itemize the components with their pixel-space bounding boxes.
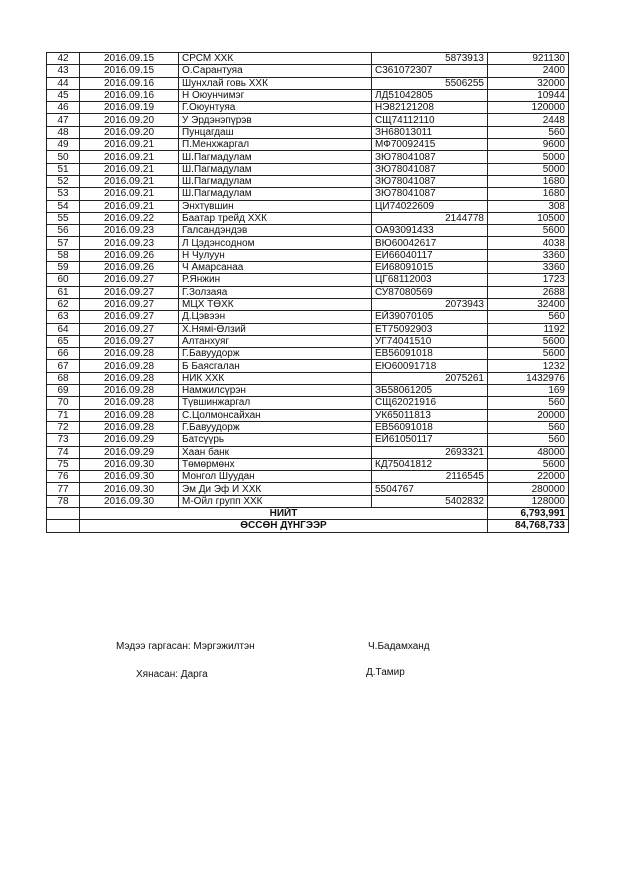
row-amount: 1232 (488, 360, 569, 372)
row-name: Г.Бавуудорж (179, 348, 372, 360)
row-name: Түвшинжаргал (179, 397, 372, 409)
row-number: 42 (47, 53, 80, 65)
row-number: 74 (47, 446, 80, 458)
row-amount: 5600 (488, 225, 569, 237)
row-date: 2016.09.30 (80, 458, 179, 470)
row-number: 58 (47, 249, 80, 261)
table-row (47, 372, 569, 384)
row-register: 5873913 (372, 53, 488, 65)
row-number: 45 (47, 89, 80, 101)
row-name: Галсандэндэв (179, 225, 372, 237)
checked-by-name: Д.Тамир (366, 667, 405, 678)
row-name: Ш.Пагмадулам (179, 188, 372, 200)
row-date: 2016.09.20 (80, 114, 179, 126)
row-number: 53 (47, 188, 80, 200)
row-amount: 308 (488, 200, 569, 212)
row-name: Г.Оюунтуяа (179, 102, 372, 114)
row-amount: 2448 (488, 114, 569, 126)
row-number: 60 (47, 274, 80, 286)
table-row (47, 65, 569, 77)
checked-by-role: Хянасан: Дарга (136, 669, 208, 680)
row-number: 62 (47, 298, 80, 310)
row-register: 5402832 (372, 495, 488, 507)
table-row (47, 151, 569, 163)
row-register: ЕИ66040117 (372, 249, 488, 261)
row-register: МФ70092415 (372, 139, 488, 151)
row-amount: 48000 (488, 446, 569, 458)
row-amount: 128000 (488, 495, 569, 507)
row-register: СЩ74112110 (372, 114, 488, 126)
table-row (47, 335, 569, 347)
row-register: ЗН68013011 (372, 126, 488, 138)
row-amount: 2400 (488, 65, 569, 77)
row-date: 2016.09.21 (80, 188, 179, 200)
row-register: ЗБ58061205 (372, 385, 488, 397)
table-row (47, 89, 569, 101)
row-register: ЦГ68112003 (372, 274, 488, 286)
row-register: ЕЮ60091718 (372, 360, 488, 372)
row-date: 2016.09.30 (80, 471, 179, 483)
row-name: Г.Золзаяа (179, 286, 372, 298)
row-number: 44 (47, 77, 80, 89)
row-register: 5504767 (372, 483, 488, 495)
row-amount: 5600 (488, 348, 569, 360)
row-name: Эм Ди Эф И ХХК (179, 483, 372, 495)
row-register: КД75041812 (372, 458, 488, 470)
table-row (47, 126, 569, 138)
row-register: ЕВ56091018 (372, 348, 488, 360)
total-value: 6,793,991 (488, 507, 569, 519)
prepared-by-role: Мэдээ гаргасан: Мэргэжилтэн (116, 641, 255, 652)
row-name: НИК ХХК (179, 372, 372, 384)
row-number: 46 (47, 102, 80, 114)
row-amount: 280000 (488, 483, 569, 495)
row-number: 48 (47, 126, 80, 138)
row-name: Л Цэдэнсодном (179, 237, 372, 249)
row-number: 69 (47, 385, 80, 397)
row-number: 43 (47, 65, 80, 77)
row-number: 61 (47, 286, 80, 298)
row-number: 68 (47, 372, 80, 384)
row-amount: 120000 (488, 102, 569, 114)
balance-row (47, 520, 569, 532)
row-number: 73 (47, 434, 80, 446)
table-row (47, 114, 569, 126)
row-number: 77 (47, 483, 80, 495)
row-register: УК65011813 (372, 409, 488, 421)
row-number: 64 (47, 323, 80, 335)
balance-label: ӨССӨН ДҮНГЭЭР (80, 520, 488, 532)
row-name: Ч Амарсанаа (179, 262, 372, 274)
row-amount: 5600 (488, 335, 569, 347)
row-register: ЦИ74022609 (372, 200, 488, 212)
row-register: 2075261 (372, 372, 488, 384)
row-date: 2016.09.23 (80, 237, 179, 249)
transactions-body (47, 53, 569, 508)
row-name: МЦХ ТӨХК (179, 298, 372, 310)
row-number: 78 (47, 495, 80, 507)
row-date: 2016.09.15 (80, 65, 179, 77)
row-date: 2016.09.27 (80, 286, 179, 298)
row-date: 2016.09.15 (80, 53, 179, 65)
row-number: 56 (47, 225, 80, 237)
table-row (47, 458, 569, 470)
row-register: С361072307 (372, 65, 488, 77)
row-date: 2016.09.28 (80, 421, 179, 433)
row-name: Баатар трейд ХХК (179, 212, 372, 224)
row-number: 59 (47, 262, 80, 274)
row-amount: 32000 (488, 77, 569, 89)
row-date: 2016.09.22 (80, 212, 179, 224)
row-date: 2016.09.27 (80, 335, 179, 347)
row-amount: 1723 (488, 274, 569, 286)
table-row (47, 298, 569, 310)
table-row (47, 262, 569, 274)
row-amount: 10944 (488, 89, 569, 101)
row-date: 2016.09.28 (80, 409, 179, 421)
row-name: М-Ойл групп ХХК (179, 495, 372, 507)
row-amount: 3360 (488, 262, 569, 274)
row-number: 70 (47, 397, 80, 409)
table-row (47, 286, 569, 298)
row-number: 54 (47, 200, 80, 212)
row-number: 76 (47, 471, 80, 483)
prepared-by-name: Ч.Бадамханд (368, 641, 430, 652)
row-number: 49 (47, 139, 80, 151)
row-amount: 1432976 (488, 372, 569, 384)
row-register: ЕВ56091018 (372, 421, 488, 433)
row-amount: 4038 (488, 237, 569, 249)
row-amount: 560 (488, 434, 569, 446)
row-register: ЕЙ61050117 (372, 434, 488, 446)
row-register: ЗЮ78041087 (372, 151, 488, 163)
row-register: ЕТ75092903 (372, 323, 488, 335)
table-row (47, 495, 569, 507)
row-amount: 560 (488, 126, 569, 138)
row-register: ЕЙ39070105 (372, 311, 488, 323)
row-number: 57 (47, 237, 80, 249)
transactions-table (46, 52, 569, 533)
row-date: 2016.09.28 (80, 385, 179, 397)
table-row (47, 77, 569, 89)
row-date: 2016.09.28 (80, 360, 179, 372)
row-register: ЕИ68091015 (372, 262, 488, 274)
table-row (47, 237, 569, 249)
row-date: 2016.09.26 (80, 262, 179, 274)
row-amount: 1680 (488, 175, 569, 187)
table-row (47, 434, 569, 446)
row-amount: 169 (488, 385, 569, 397)
row-register: 2073943 (372, 298, 488, 310)
row-register: УГ74041510 (372, 335, 488, 347)
row-number: 63 (47, 311, 80, 323)
row-name: Монгол Шуудан (179, 471, 372, 483)
row-name: Алтанхуяг (179, 335, 372, 347)
row-name: Намжилсүрэн (179, 385, 372, 397)
row-number: 67 (47, 360, 80, 372)
row-number: 55 (47, 212, 80, 224)
row-date: 2016.09.16 (80, 77, 179, 89)
row-number: 71 (47, 409, 80, 421)
row-register: ЛД51042805 (372, 89, 488, 101)
row-date: 2016.09.21 (80, 163, 179, 175)
balance-value: 84,768,733 (488, 520, 569, 532)
row-number: 47 (47, 114, 80, 126)
row-register: НЭ82121208 (372, 102, 488, 114)
total-row (47, 507, 569, 519)
table-row (47, 163, 569, 175)
row-number: 75 (47, 458, 80, 470)
row-name: П.Менхжаргал (179, 139, 372, 151)
row-amount: 10500 (488, 212, 569, 224)
row-name: Б Баясгалан (179, 360, 372, 372)
row-date: 2016.09.21 (80, 200, 179, 212)
row-amount: 20000 (488, 409, 569, 421)
row-number: 66 (47, 348, 80, 360)
table-row (47, 323, 569, 335)
row-amount: 921130 (488, 53, 569, 65)
row-date: 2016.09.29 (80, 446, 179, 458)
row-number: 52 (47, 175, 80, 187)
row-register: ОА93091433 (372, 225, 488, 237)
row-number: 72 (47, 421, 80, 433)
row-amount: 32400 (488, 298, 569, 310)
row-register: СЩ62021916 (372, 397, 488, 409)
row-name: Батсүүрь (179, 434, 372, 446)
row-amount: 3360 (488, 249, 569, 261)
row-number: 65 (47, 335, 80, 347)
row-amount: 560 (488, 421, 569, 433)
row-amount: 1192 (488, 323, 569, 335)
row-number: 50 (47, 151, 80, 163)
row-register: СУ87080569 (372, 286, 488, 298)
table-row (47, 471, 569, 483)
table-row (47, 483, 569, 495)
row-amount: 2688 (488, 286, 569, 298)
table-row (47, 225, 569, 237)
row-name: Х.Нямі-Өлзий (179, 323, 372, 335)
row-name: СРСМ ХХК (179, 53, 372, 65)
row-name: Н Чулуун (179, 249, 372, 261)
table-row (47, 200, 569, 212)
row-amount: 1680 (488, 188, 569, 200)
row-name: Р.Янжин (179, 274, 372, 286)
table-row (47, 188, 569, 200)
table-row (47, 360, 569, 372)
row-date: 2016.09.16 (80, 89, 179, 101)
row-date: 2016.09.28 (80, 348, 179, 360)
row-name: Хаан банк (179, 446, 372, 458)
row-date: 2016.09.27 (80, 274, 179, 286)
row-amount: 5000 (488, 151, 569, 163)
row-name: Ш.Пагмадулам (179, 163, 372, 175)
table-row (47, 249, 569, 261)
row-register: 2693321 (372, 446, 488, 458)
row-date: 2016.09.19 (80, 102, 179, 114)
row-name: Н Оюунчимэг (179, 89, 372, 101)
row-name: Төмөрмөнх (179, 458, 372, 470)
row-amount: 560 (488, 397, 569, 409)
row-amount: 22000 (488, 471, 569, 483)
row-register: ЗЮ78041087 (372, 163, 488, 175)
row-date: 2016.09.27 (80, 298, 179, 310)
row-date: 2016.09.21 (80, 151, 179, 163)
table-row (47, 446, 569, 458)
row-date: 2016.09.30 (80, 495, 179, 507)
row-name: Пунцагдаш (179, 126, 372, 138)
table-row (47, 53, 569, 65)
row-register: 2116545 (372, 471, 488, 483)
row-number: 51 (47, 163, 80, 175)
table-row (47, 102, 569, 114)
table-row (47, 397, 569, 409)
row-date: 2016.09.23 (80, 225, 179, 237)
row-date: 2016.09.28 (80, 397, 179, 409)
row-name: Энхтүвшин (179, 200, 372, 212)
row-name: Шунхлай говь ХХК (179, 77, 372, 89)
table-row (47, 212, 569, 224)
row-date: 2016.09.21 (80, 175, 179, 187)
row-register: 2144778 (372, 212, 488, 224)
row-date: 2016.09.27 (80, 311, 179, 323)
table-row (47, 409, 569, 421)
row-name: Г.Бавуудорж (179, 421, 372, 433)
row-name: У Эрдэнэпүрэв (179, 114, 372, 126)
row-name: Ш.Пагмадулам (179, 175, 372, 187)
table-row (47, 175, 569, 187)
row-date: 2016.09.27 (80, 323, 179, 335)
table-row (47, 311, 569, 323)
row-amount: 9600 (488, 139, 569, 151)
table-row (47, 348, 569, 360)
row-amount: 5600 (488, 458, 569, 470)
row-date: 2016.09.30 (80, 483, 179, 495)
row-date: 2016.09.20 (80, 126, 179, 138)
table-row (47, 385, 569, 397)
row-register: 5506255 (372, 77, 488, 89)
row-date: 2016.09.29 (80, 434, 179, 446)
row-date: 2016.09.26 (80, 249, 179, 261)
row-register: ЗЮ78041087 (372, 188, 488, 200)
row-name: О.Сарантуяа (179, 65, 372, 77)
row-name: Ш.Пагмадулам (179, 151, 372, 163)
table-row (47, 421, 569, 433)
table-row (47, 139, 569, 151)
row-name: С.Цолмонсайхан (179, 409, 372, 421)
row-register: ЗЮ78041087 (372, 175, 488, 187)
row-name: Д.Цэвээн (179, 311, 372, 323)
row-amount: 560 (488, 311, 569, 323)
table-row (47, 274, 569, 286)
row-date: 2016.09.28 (80, 372, 179, 384)
row-amount: 5000 (488, 163, 569, 175)
total-label: НИЙТ (80, 507, 488, 519)
row-date: 2016.09.21 (80, 139, 179, 151)
row-register: ВЮ60042617 (372, 237, 488, 249)
